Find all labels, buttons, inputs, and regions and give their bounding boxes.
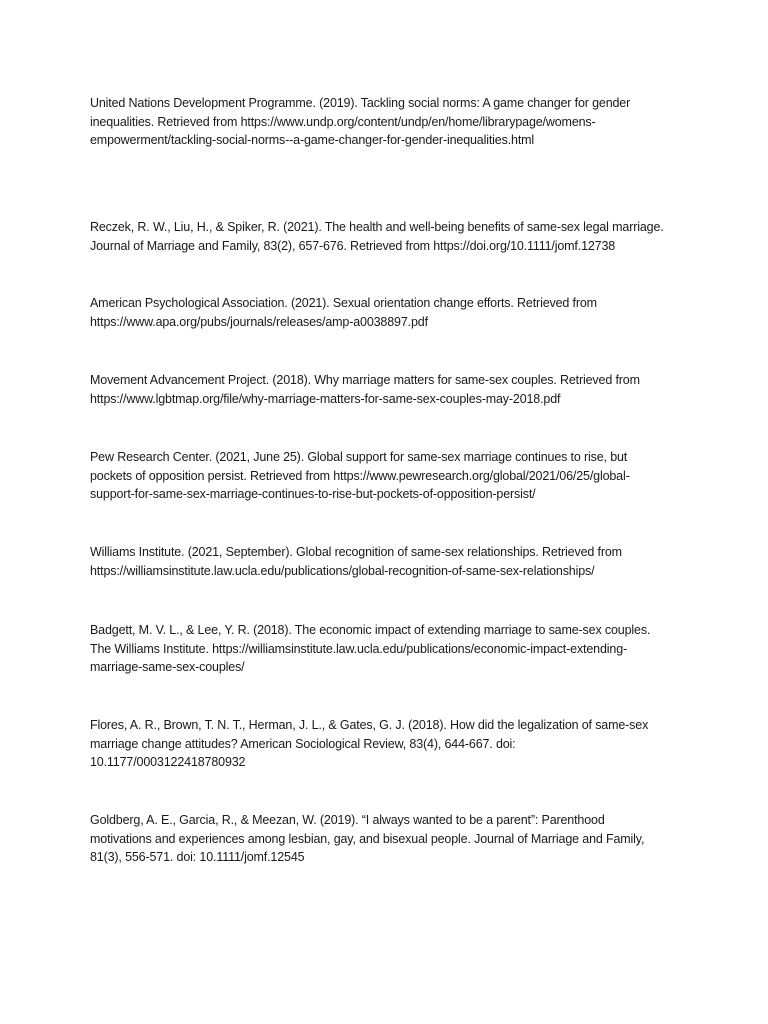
reference-line: https://williamsinstitute.law.ucla.edu/publications/global-recognition-of-same-sex-relationships/ xyxy=(90,563,595,578)
reference-line: Flores, A. R., Brown, T. N. T., Herman, J. L., & Gates, G. J. (2018). How did the legalization of same-sex xyxy=(90,718,649,732)
reference-line: United Nations Development Programme. (2019). Tackling social norms: A game changer for gender xyxy=(90,96,631,110)
reference-line: pockets of opposition persist. Retrieved from https://www.pewresearch.org/global/2021/06/25/global- xyxy=(90,468,630,483)
reference-line: Journal of Marriage and Family, 83(2), 657-676. Retrieved from https://doi.org/10.1111/jomf.12738 xyxy=(90,238,616,253)
reference-entry xyxy=(90,716,680,772)
reference-line: marriage-same-sex-couples/ xyxy=(90,660,245,674)
reference-entry xyxy=(90,371,680,408)
reference-line: inequalities. Retrieved from https://www.undp.org/content/undp/en/home/librarypage/womens- xyxy=(90,114,596,129)
reference-line: marriage change attitudes? American Sociological Review, 83(4), 644-667. doi: xyxy=(90,736,516,751)
reference-entry xyxy=(90,294,680,331)
reference-line: Reczek, R. W., Liu, H., & Spiker, R. (2021). The health and well-being benefits of same-sex legal marriage. xyxy=(90,220,664,234)
reference-line: American Psychological Association. (2021). Sexual orientation change efforts. Retrieved from xyxy=(90,296,597,310)
reference-line: Pew Research Center. (2021, June 25). Global support for same-sex marriage continues to rise, but xyxy=(90,450,628,464)
reference-line: support-for-same-sex-marriage-continues-to-rise-but-pockets-of-opposition-persist/ xyxy=(90,487,536,501)
reference-line: 81(3), 556-571. doi: 10.1111/jomf.12545 xyxy=(90,850,305,864)
reference-entry xyxy=(90,621,680,677)
reference-line: empowerment/tackling-social-norms--a-game-changer-for-gender-inequalities.html xyxy=(90,133,535,147)
reference-entry xyxy=(90,218,680,255)
reference-line: motivations and experiences among lesbian, gay, and bisexual people. Journal of Marriage and Family, xyxy=(90,831,645,846)
reference-line: The Williams Institute. https://williamsinstitute.law.ucla.edu/publications/economic-impact-extending- xyxy=(90,641,628,656)
reference-line: Badgett, M. V. L., & Lee, Y. R. (2018). The economic impact of extending marriage to same-sex couples. xyxy=(90,623,651,637)
reference-line: Movement Advancement Project. (2018). Why marriage matters for same-sex couples. Retrieved from xyxy=(90,373,640,387)
reference-entry xyxy=(90,94,680,150)
reference-line: Goldberg, A. E., Garcia, R., & Meezan, W. (2019). “I always wanted to be a parent”: Parenthood xyxy=(90,813,605,827)
reference-entry xyxy=(90,811,680,867)
reference-line: https://www.apa.org/pubs/journals/releases/amp-a0038897.pdf xyxy=(90,314,428,329)
reference-entry xyxy=(90,543,680,580)
reference-line: Williams Institute. (2021, September). Global recognition of same-sex relationships. Retrieved from xyxy=(90,545,622,559)
reference-line: 10.1177/0003122418780932 xyxy=(90,755,246,769)
reference-entry xyxy=(90,448,680,504)
reference-line: https://www.lgbtmap.org/file/why-marriage-matters-for-same-sex-couples-may-2018.pdf xyxy=(90,391,561,406)
